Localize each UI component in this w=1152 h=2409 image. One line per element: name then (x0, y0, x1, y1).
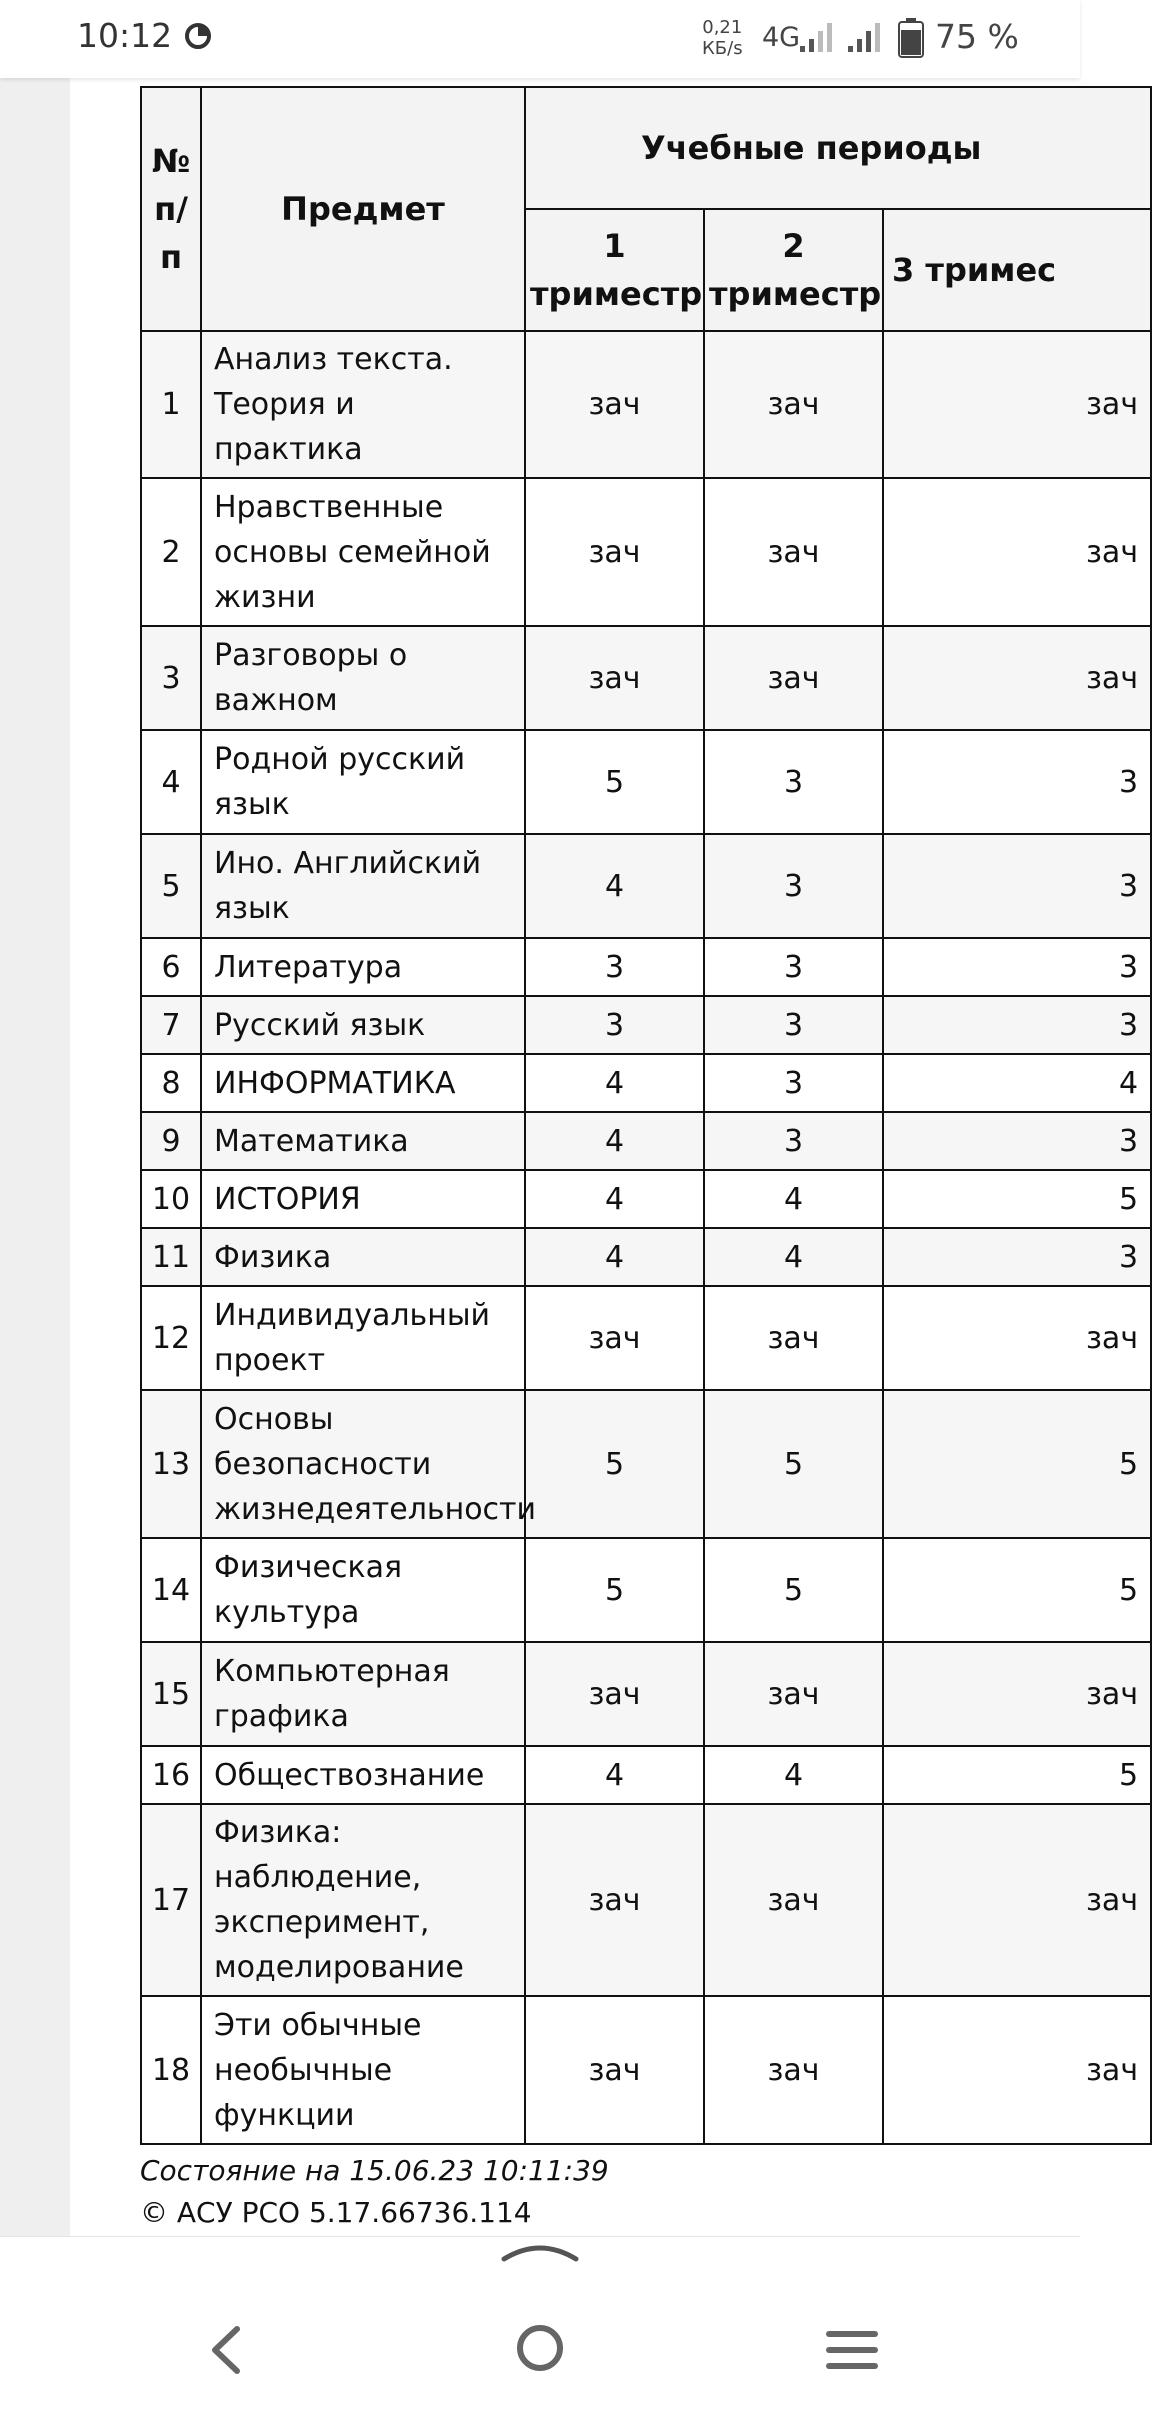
grade-period-1: зач (525, 1286, 704, 1390)
grade-period-2: 3 (704, 1054, 883, 1112)
header-subject: Предмет (201, 87, 525, 331)
row-number: 14 (141, 1538, 201, 1642)
grade-period-3: зач (883, 1642, 1151, 1746)
subject-name: Индивидуальный проект (201, 1286, 525, 1390)
grade-period-1: 5 (525, 730, 704, 834)
table-row (141, 331, 1151, 478)
table-row (141, 834, 1151, 938)
subject-name: Математика (201, 1112, 525, 1170)
grade-period-1: 4 (525, 1054, 704, 1112)
grade-period-3: 5 (883, 1538, 1151, 1642)
grade-period-1: 5 (525, 1390, 704, 1538)
expand-handle-icon[interactable] (500, 2239, 580, 2263)
subject-name: Эти обычные необычные функции (201, 1996, 525, 2144)
grade-period-1: зач (525, 626, 704, 730)
grade-period-1: 4 (525, 1112, 704, 1170)
grade-period-3: зач (883, 1286, 1151, 1390)
table-row (141, 1228, 1151, 1286)
table-row (141, 1642, 1151, 1746)
grade-period-2: 3 (704, 1112, 883, 1170)
row-number: 15 (141, 1642, 201, 1746)
header-number: № п/п (141, 87, 201, 331)
grade-period-2: зач (704, 1804, 883, 1996)
grade-period-2: 4 (704, 1170, 883, 1228)
grade-period-2: 3 (704, 938, 883, 996)
grade-period-3: 5 (883, 1390, 1151, 1538)
table-row (141, 1286, 1151, 1390)
row-number: 12 (141, 1286, 201, 1390)
grade-period-3: 4 (883, 1054, 1151, 1112)
grade-period-2: 5 (704, 1538, 883, 1642)
subject-name: Русский язык (201, 996, 525, 1054)
table-row (141, 938, 1151, 996)
row-number: 11 (141, 1228, 201, 1286)
status-timestamp: Состояние на 15.06.23 10:11:39 (140, 2154, 609, 2187)
subject-name: Ино. Английский язык (201, 834, 525, 938)
grade-period-2: 4 (704, 1746, 883, 1804)
grade-period-3: 3 (883, 730, 1151, 834)
grade-period-3: зач (883, 1996, 1151, 2144)
grade-period-1: зач (525, 1804, 704, 1996)
table-row (141, 1804, 1151, 1996)
table-row (141, 1170, 1151, 1228)
table-row (141, 1054, 1151, 1112)
grade-period-3: зач (883, 1804, 1151, 1996)
subject-name: Литература (201, 938, 525, 996)
grade-period-3: 3 (883, 1112, 1151, 1170)
subject-name: Анализ текста. Теория и практика (201, 331, 525, 478)
table-row (141, 1390, 1151, 1538)
table-row (141, 1996, 1151, 2144)
grade-period-2: зач (704, 626, 883, 730)
grade-period-3: 3 (883, 938, 1151, 996)
grade-period-1: 4 (525, 1746, 704, 1804)
subject-name: Физическая культура (201, 1538, 525, 1642)
subject-name: Основы безопасности жизнедеятельности (201, 1390, 525, 1538)
grade-period-2: 5 (704, 1390, 883, 1538)
subject-name: Нравственные основы семейной жизни (201, 478, 525, 626)
grade-period-3: 3 (883, 834, 1151, 938)
status-bar (0, 0, 1080, 78)
network-type: 4G (762, 22, 801, 53)
header-period-1: 1 триместр (525, 209, 704, 331)
home-icon[interactable] (515, 2323, 565, 2373)
subject-name: Обществознание (201, 1746, 525, 1804)
grade-period-2: 3 (704, 834, 883, 938)
row-number: 9 (141, 1112, 201, 1170)
table-row (141, 730, 1151, 834)
grade-period-3: 5 (883, 1170, 1151, 1228)
row-number: 7 (141, 996, 201, 1054)
row-number: 16 (141, 1746, 201, 1804)
subject-name: Физика: наблюдение, эксперимент, моделирование (201, 1804, 525, 1996)
grade-period-1: зач (525, 1996, 704, 2144)
grade-period-2: зач (704, 1996, 883, 2144)
signal-icon (800, 22, 836, 52)
grade-period-3: 5 (883, 1746, 1151, 1804)
grade-period-1: 4 (525, 1228, 704, 1286)
header-period-2: 2 триместр (704, 209, 883, 331)
table-row (141, 478, 1151, 626)
grade-period-1: зач (525, 331, 704, 478)
row-number: 13 (141, 1390, 201, 1538)
row-number: 6 (141, 938, 201, 996)
header-period-3: 3 тримес (883, 209, 1151, 331)
copyright: © АСУ РСО 5.17.66736.114 (140, 2196, 532, 2229)
table-row (141, 996, 1151, 1054)
grade-period-2: зач (704, 331, 883, 478)
grade-period-1: 3 (525, 996, 704, 1054)
row-number: 17 (141, 1804, 201, 1996)
grade-period-3: 3 (883, 1228, 1151, 1286)
row-number: 2 (141, 478, 201, 626)
row-number: 3 (141, 626, 201, 730)
menu-icon[interactable] (826, 2329, 878, 2371)
subject-name: Компьютерная графика (201, 1642, 525, 1746)
battery-percent: 75 % (935, 17, 1019, 56)
grade-period-2: зач (704, 1286, 883, 1390)
battery-icon (898, 18, 924, 58)
subject-name: ИНФОРМАТИКА (201, 1054, 525, 1112)
signal-icon (848, 22, 884, 52)
row-number: 1 (141, 331, 201, 478)
subject-name: Разговоры о важном (201, 626, 525, 730)
grade-period-2: 3 (704, 996, 883, 1054)
subject-name: ИСТОРИЯ (201, 1170, 525, 1228)
row-number: 8 (141, 1054, 201, 1112)
grade-period-1: 4 (525, 1170, 704, 1228)
grade-period-3: зач (883, 626, 1151, 730)
grade-period-2: зач (704, 1642, 883, 1746)
data-rate-value: 0,21 (702, 17, 743, 38)
grade-period-2: 3 (704, 730, 883, 834)
row-number: 5 (141, 834, 201, 938)
grade-period-3: зач (883, 331, 1151, 478)
data-rate-unit: КБ/s (702, 38, 743, 59)
grade-period-1: 3 (525, 938, 704, 996)
grade-period-2: 4 (704, 1228, 883, 1286)
subject-name: Родной русский язык (201, 730, 525, 834)
clock: 10:12 (77, 16, 173, 55)
grade-period-1: 4 (525, 834, 704, 938)
subject-name: Физика (201, 1228, 525, 1286)
row-number: 18 (141, 1996, 201, 2144)
grade-period-1: зач (525, 478, 704, 626)
grade-period-1: зач (525, 1642, 704, 1746)
navigation-bar (0, 2236, 1080, 2409)
row-number: 4 (141, 730, 201, 834)
table-row (141, 1538, 1151, 1642)
back-icon[interactable] (205, 2325, 245, 2375)
table-row (141, 1746, 1151, 1804)
row-number: 10 (141, 1170, 201, 1228)
data-rate (702, 17, 743, 59)
grade-period-1: 5 (525, 1538, 704, 1642)
grade-period-3: зач (883, 478, 1151, 626)
grade-period-3: 3 (883, 996, 1151, 1054)
grades-table (140, 86, 1152, 2145)
table-row (141, 626, 1151, 730)
header-periods: Учебные периоды (525, 87, 1151, 209)
grade-period-2: зач (704, 478, 883, 626)
sync-icon (184, 22, 212, 50)
table-row (141, 1112, 1151, 1170)
